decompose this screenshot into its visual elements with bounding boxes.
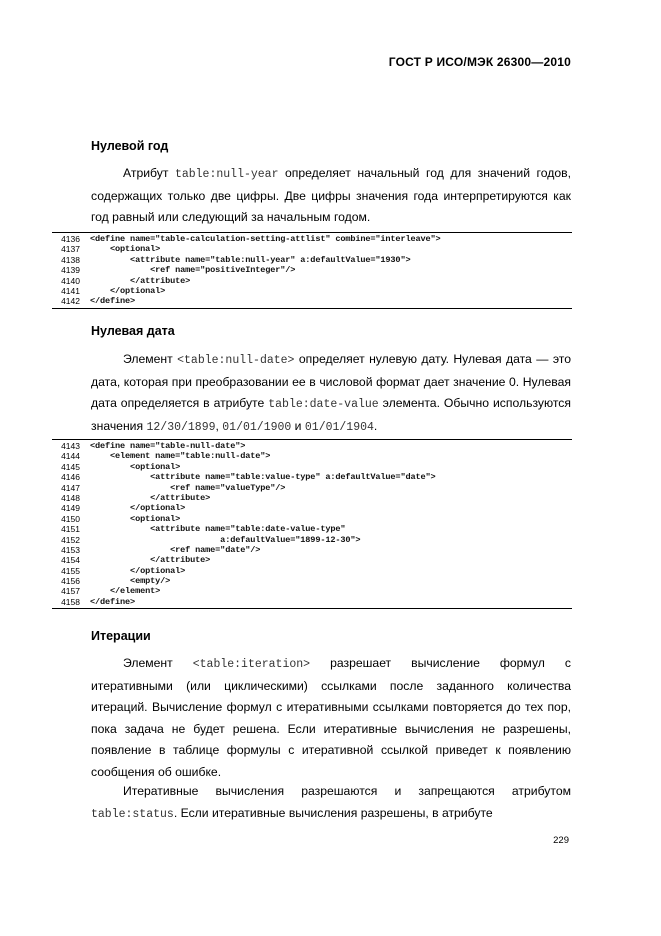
paragraph-text: определяет начальный год для значений годов, содержащих только две цифры. Две цифры значения года интерпретируются как год равный или следующий за начальным годом. <box>91 166 571 224</box>
paragraph-text: Итеративные вычисления разрешаются и запрещаются атрибутом <box>123 784 571 798</box>
code-text: <define name="table-null-date"> <box>90 441 246 451</box>
paragraph-text: . Если итеративные вычисления разрешены, в атрибуте <box>173 805 493 820</box>
code-line <box>52 483 572 493</box>
inline-code: 12/30/1899 <box>146 420 216 434</box>
paragraph-text: определяет нулевую дату. Нулевая дата — это дата, которая при преобразовании ее в числовой формат дает значение 0. Нулевая дата определяется в атрибуте <box>91 352 571 410</box>
inline-code: <table:null-date> <box>177 354 295 367</box>
code-line <box>52 234 572 244</box>
line-number: 4150 <box>61 513 80 524</box>
code-line <box>52 296 572 306</box>
code-text: <optional> <box>90 244 161 255</box>
code-text: <attribute name="table:value-type" a:defaultValue="date"> <box>90 472 436 483</box>
line-number: 4153 <box>61 544 80 555</box>
code-text: <define name="table-calculation-setting-attlist" combine="interleave"> <box>90 234 441 244</box>
paragraph-iterations-1 <box>91 653 571 783</box>
inline-code: table:status <box>91 807 174 821</box>
inline-code: 01/01/1900 <box>222 420 292 434</box>
section-title-null-date: Нулевая дата <box>91 324 175 338</box>
inline-code: table:null-year <box>174 168 279 181</box>
code-line <box>52 566 572 576</box>
line-number: 4142 <box>61 296 80 307</box>
code-line <box>52 265 572 275</box>
code-text: <ref name="date"/> <box>90 544 261 555</box>
code-text: <optional> <box>90 461 181 472</box>
inline-code: 01/01/1904 <box>304 420 374 434</box>
line-number: 4139 <box>61 265 80 276</box>
code-line <box>52 576 572 586</box>
paragraph-text: Атрибут <box>123 166 175 180</box>
line-number: 4151 <box>61 524 80 535</box>
code-block-null-year <box>52 232 572 309</box>
code-line <box>52 545 572 555</box>
code-text: </attribute> <box>90 492 211 503</box>
code-text: <ref name="positiveInteger"/> <box>90 265 296 276</box>
code-line <box>52 441 572 451</box>
paragraph-null-year <box>91 163 571 229</box>
line-number: 4136 <box>61 234 80 244</box>
code-line <box>52 493 572 503</box>
paragraph-null-date <box>91 349 571 438</box>
code-block-null-date <box>52 439 572 609</box>
code-text: </attribute> <box>90 275 191 286</box>
paragraph-text: элемента. Обычно используются значения <box>91 396 571 433</box>
line-number: 4154 <box>61 555 80 566</box>
paragraph-iterations-2 <box>91 781 571 825</box>
line-number: 4141 <box>61 285 80 296</box>
code-text: a:defaultValue="1899-12-30"> <box>90 534 361 545</box>
standard-header: ГОСТ Р ИСО/МЭК 26300—2010 <box>388 55 571 69</box>
code-line <box>52 462 572 472</box>
code-text: </define> <box>90 596 136 607</box>
code-text: <ref name="valueType"/> <box>90 482 286 493</box>
code-line <box>52 555 572 565</box>
line-number: 4148 <box>61 492 80 503</box>
paragraph-text: Элемент <box>123 656 193 670</box>
section-title-iterations: Итерации <box>91 629 151 643</box>
code-line <box>52 255 572 265</box>
code-text: <attribute name="table:date-value-type" <box>90 524 346 535</box>
line-number: 4156 <box>61 576 80 587</box>
section-title-null-year: Нулевой год <box>91 139 169 153</box>
code-line <box>52 597 572 607</box>
paragraph-text: и <box>291 418 305 433</box>
code-text: </optional> <box>90 503 186 514</box>
code-line <box>52 535 572 545</box>
line-number: 4152 <box>61 534 80 545</box>
line-number: 4143 <box>61 441 80 451</box>
line-number: 4158 <box>61 596 80 607</box>
line-number: 4155 <box>61 565 80 576</box>
code-text: <attribute name="table:null-year" a:defaultValue="1930"> <box>90 254 411 265</box>
code-line <box>52 451 572 461</box>
paragraph-text: , <box>215 418 223 433</box>
paragraph-text: разрешает вычисление формул с итеративными (или циклическими) ссылками после заданного количества итераций. Вычисление формул с итеративными ссылками повторяется до тех пор, пока задача не будет решена. Если итеративные вычисления не разрешены, появление в таблице формулы с итеративной ссылкой приведет к появлению сообщения об ошибке. <box>91 656 571 779</box>
code-line <box>52 244 572 254</box>
paragraph-text: . <box>373 418 378 433</box>
code-text: <optional> <box>90 513 181 524</box>
line-number: 4137 <box>61 244 80 255</box>
paragraph-text: Элемент <box>123 352 178 366</box>
code-line <box>52 586 572 596</box>
line-number: 4140 <box>61 275 80 286</box>
code-text: </optional> <box>90 285 166 296</box>
code-line <box>52 524 572 534</box>
line-number: 4144 <box>61 451 80 462</box>
inline-code: table:date-value <box>268 398 379 411</box>
code-text: </define> <box>90 296 136 307</box>
code-text: <element name="table:null-date"> <box>90 451 271 462</box>
code-line <box>52 276 572 286</box>
code-text: </attribute> <box>90 555 211 566</box>
code-text: </optional> <box>90 565 186 576</box>
line-number: 4145 <box>61 461 80 472</box>
code-line <box>52 503 572 513</box>
code-line <box>52 514 572 524</box>
line-number: 4157 <box>61 586 80 597</box>
code-line <box>52 472 572 482</box>
page-number: 229 <box>553 835 569 846</box>
code-line <box>52 286 572 296</box>
line-number: 4149 <box>61 503 80 514</box>
line-number: 4147 <box>61 482 80 493</box>
line-number: 4146 <box>61 472 80 483</box>
code-text: <empty/> <box>90 576 171 587</box>
line-number: 4138 <box>61 254 80 265</box>
inline-code: <table:iteration> <box>192 658 311 671</box>
code-text: </element> <box>90 586 161 597</box>
